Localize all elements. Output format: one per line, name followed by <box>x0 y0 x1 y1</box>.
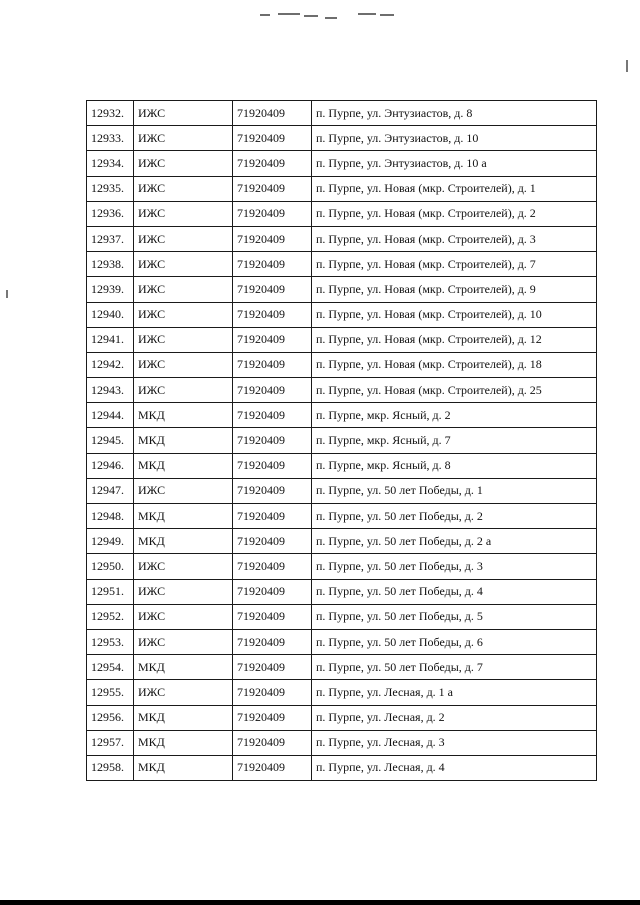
address-cell: п. Пурпе, ул. Лесная, д. 1 а <box>312 680 597 705</box>
building-type-cell: МКД <box>134 428 233 453</box>
oktmo-code-cell: 71920409 <box>233 378 312 403</box>
oktmo-code-cell: 71920409 <box>233 453 312 478</box>
row-number-cell: 12934. <box>87 151 134 176</box>
building-type-cell: ИЖС <box>134 151 233 176</box>
table-row <box>87 755 597 780</box>
table-row <box>87 378 597 403</box>
building-type-cell: ИЖС <box>134 604 233 629</box>
table-row <box>87 352 597 377</box>
table-row <box>87 252 597 277</box>
oktmo-code-cell: 71920409 <box>233 176 312 201</box>
building-type-cell: МКД <box>134 403 233 428</box>
row-number-cell: 12933. <box>87 126 134 151</box>
row-number-cell: 12954. <box>87 655 134 680</box>
scan-edge-mark <box>626 60 628 72</box>
table-row <box>87 176 597 201</box>
table-row <box>87 529 597 554</box>
building-type-cell: ИЖС <box>134 277 233 302</box>
row-number-cell: 12948. <box>87 504 134 529</box>
address-cell: п. Пурпе, ул. Новая (мкр. Строителей), д. 1 <box>312 176 597 201</box>
oktmo-code-cell: 71920409 <box>233 403 312 428</box>
building-type-cell: ИЖС <box>134 352 233 377</box>
oktmo-code-cell: 71920409 <box>233 755 312 780</box>
row-number-cell: 12941. <box>87 327 134 352</box>
table-row <box>87 277 597 302</box>
oktmo-code-cell: 71920409 <box>233 579 312 604</box>
oktmo-code-cell: 71920409 <box>233 201 312 226</box>
address-cell: п. Пурпе, мкр. Ясный, д. 7 <box>312 428 597 453</box>
building-type-cell: МКД <box>134 755 233 780</box>
table-row <box>87 126 597 151</box>
row-number-cell: 12956. <box>87 705 134 730</box>
table-row <box>87 655 597 680</box>
address-cell: п. Пурпе, ул. Энтузиастов, д. 8 <box>312 101 597 126</box>
table-row <box>87 579 597 604</box>
oktmo-code-cell: 71920409 <box>233 302 312 327</box>
building-type-cell: МКД <box>134 730 233 755</box>
table-row <box>87 680 597 705</box>
address-cell: п. Пурпе, ул. 50 лет Победы, д. 2 а <box>312 529 597 554</box>
address-cell: п. Пурпе, ул. 50 лет Победы, д. 2 <box>312 504 597 529</box>
address-cell: п. Пурпе, ул. 50 лет Победы, д. 1 <box>312 478 597 503</box>
row-number-cell: 12949. <box>87 529 134 554</box>
row-number-cell: 12958. <box>87 755 134 780</box>
address-cell: п. Пурпе, ул. 50 лет Победы, д. 4 <box>312 579 597 604</box>
oktmo-code-cell: 71920409 <box>233 126 312 151</box>
address-cell: п. Пурпе, мкр. Ясный, д. 2 <box>312 403 597 428</box>
building-type-cell: ИЖС <box>134 201 233 226</box>
oktmo-code-cell: 71920409 <box>233 478 312 503</box>
row-number-cell: 12953. <box>87 629 134 654</box>
address-cell: п. Пурпе, ул. 50 лет Победы, д. 7 <box>312 655 597 680</box>
address-cell: п. Пурпе, ул. Лесная, д. 4 <box>312 755 597 780</box>
building-type-cell: МКД <box>134 504 233 529</box>
building-type-cell: ИЖС <box>134 252 233 277</box>
table-row <box>87 201 597 226</box>
address-cell: п. Пурпе, ул. 50 лет Победы, д. 3 <box>312 554 597 579</box>
building-type-cell: МКД <box>134 453 233 478</box>
address-cell: п. Пурпе, ул. Новая (мкр. Строителей), д. 25 <box>312 378 597 403</box>
address-cell: п. Пурпе, ул. Энтузиастов, д. 10 а <box>312 151 597 176</box>
row-number-cell: 12946. <box>87 453 134 478</box>
building-type-cell: ИЖС <box>134 680 233 705</box>
oktmo-code-cell: 71920409 <box>233 604 312 629</box>
row-number-cell: 12950. <box>87 554 134 579</box>
building-type-cell: ИЖС <box>134 629 233 654</box>
table-row <box>87 604 597 629</box>
row-number-cell: 12938. <box>87 252 134 277</box>
row-number-cell: 12945. <box>87 428 134 453</box>
housing-registry-table <box>86 100 597 781</box>
row-number-cell: 12942. <box>87 352 134 377</box>
table-row <box>87 302 597 327</box>
oktmo-code-cell: 71920409 <box>233 730 312 755</box>
oktmo-code-cell: 71920409 <box>233 428 312 453</box>
row-number-cell: 12937. <box>87 226 134 251</box>
row-number-cell: 12944. <box>87 403 134 428</box>
scan-edge-mark <box>6 290 8 298</box>
row-number-cell: 12936. <box>87 201 134 226</box>
building-type-cell: ИЖС <box>134 126 233 151</box>
row-number-cell: 12932. <box>87 101 134 126</box>
building-type-cell: МКД <box>134 529 233 554</box>
table-row <box>87 504 597 529</box>
scan-bottom-edge <box>0 900 640 905</box>
address-cell: п. Пурпе, ул. Новая (мкр. Строителей), д. 10 <box>312 302 597 327</box>
building-type-cell: ИЖС <box>134 302 233 327</box>
table-row <box>87 101 597 126</box>
building-type-cell: ИЖС <box>134 176 233 201</box>
address-cell: п. Пурпе, ул. Лесная, д. 2 <box>312 705 597 730</box>
table-row <box>87 730 597 755</box>
address-cell: п. Пурпе, ул. Новая (мкр. Строителей), д. 9 <box>312 277 597 302</box>
building-type-cell: ИЖС <box>134 226 233 251</box>
address-cell: п. Пурпе, ул. 50 лет Победы, д. 6 <box>312 629 597 654</box>
oktmo-code-cell: 71920409 <box>233 252 312 277</box>
oktmo-code-cell: 71920409 <box>233 327 312 352</box>
building-type-cell: МКД <box>134 655 233 680</box>
row-number-cell: 12943. <box>87 378 134 403</box>
table-row <box>87 327 597 352</box>
address-cell: п. Пурпе, ул. 50 лет Победы, д. 5 <box>312 604 597 629</box>
table-row <box>87 629 597 654</box>
oktmo-code-cell: 71920409 <box>233 680 312 705</box>
table-row <box>87 403 597 428</box>
address-cell: п. Пурпе, ул. Энтузиастов, д. 10 <box>312 126 597 151</box>
building-type-cell: МКД <box>134 705 233 730</box>
oktmo-code-cell: 71920409 <box>233 629 312 654</box>
oktmo-code-cell: 71920409 <box>233 705 312 730</box>
row-number-cell: 12940. <box>87 302 134 327</box>
address-cell: п. Пурпе, ул. Новая (мкр. Строителей), д. 2 <box>312 201 597 226</box>
row-number-cell: 12955. <box>87 680 134 705</box>
oktmo-code-cell: 71920409 <box>233 655 312 680</box>
row-number-cell: 12935. <box>87 176 134 201</box>
row-number-cell: 12939. <box>87 277 134 302</box>
table-row <box>87 453 597 478</box>
table-row <box>87 151 597 176</box>
row-number-cell: 12951. <box>87 579 134 604</box>
oktmo-code-cell: 71920409 <box>233 226 312 251</box>
table-row <box>87 554 597 579</box>
table-row <box>87 478 597 503</box>
oktmo-code-cell: 71920409 <box>233 277 312 302</box>
row-number-cell: 12957. <box>87 730 134 755</box>
address-cell: п. Пурпе, ул. Новая (мкр. Строителей), д. 12 <box>312 327 597 352</box>
oktmo-code-cell: 71920409 <box>233 151 312 176</box>
scan-noise <box>230 8 430 24</box>
oktmo-code-cell: 71920409 <box>233 529 312 554</box>
oktmo-code-cell: 71920409 <box>233 101 312 126</box>
oktmo-code-cell: 71920409 <box>233 352 312 377</box>
building-type-cell: ИЖС <box>134 554 233 579</box>
building-type-cell: ИЖС <box>134 327 233 352</box>
row-number-cell: 12947. <box>87 478 134 503</box>
row-number-cell: 12952. <box>87 604 134 629</box>
oktmo-code-cell: 71920409 <box>233 554 312 579</box>
table-row <box>87 705 597 730</box>
address-cell: п. Пурпе, ул. Новая (мкр. Строителей), д. 3 <box>312 226 597 251</box>
address-cell: п. Пурпе, ул. Новая (мкр. Строителей), д. 18 <box>312 352 597 377</box>
table-row <box>87 226 597 251</box>
building-type-cell: ИЖС <box>134 101 233 126</box>
address-cell: п. Пурпе, мкр. Ясный, д. 8 <box>312 453 597 478</box>
building-type-cell: ИЖС <box>134 579 233 604</box>
building-type-cell: ИЖС <box>134 378 233 403</box>
address-cell: п. Пурпе, ул. Лесная, д. 3 <box>312 730 597 755</box>
oktmo-code-cell: 71920409 <box>233 504 312 529</box>
table-row <box>87 428 597 453</box>
building-type-cell: ИЖС <box>134 478 233 503</box>
address-cell: п. Пурпе, ул. Новая (мкр. Строителей), д. 7 <box>312 252 597 277</box>
